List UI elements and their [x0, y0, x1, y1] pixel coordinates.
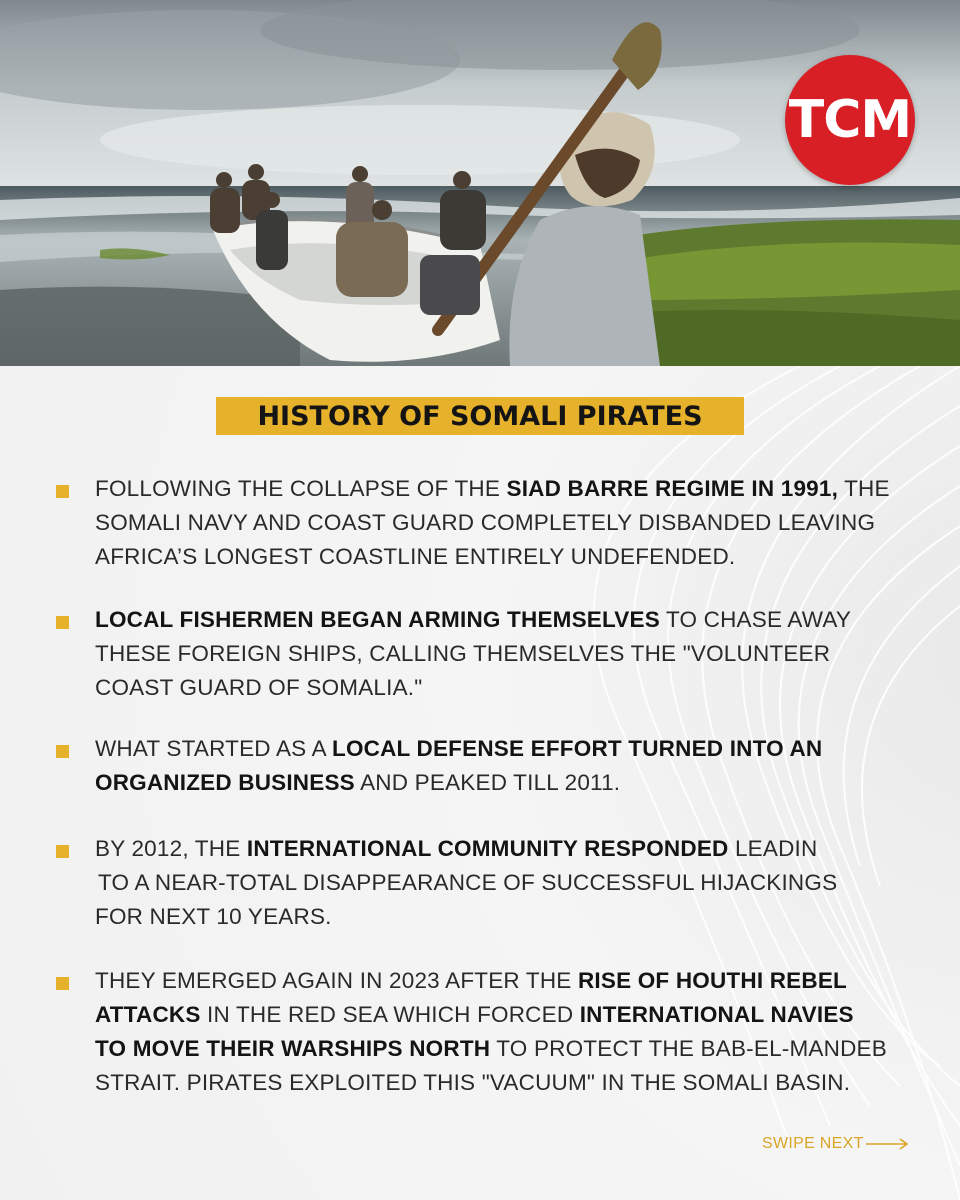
hero-photo [0, 0, 960, 366]
hero-photo-illustration [0, 0, 960, 366]
page-title: HISTORY OF SOMALI PIRATES [257, 400, 703, 432]
square-bullet-icon [56, 485, 69, 498]
brand-logo-text: TCM [788, 90, 912, 150]
square-bullet-icon [56, 616, 69, 629]
list-item: FOLLOWING THE COLLAPSE OF THE SIAD BARRE REGIME IN 1991, THE SOMALI NAVY AND COAST GUARD COMPLETELY DISBANDED LEAVING AFRICA’S LONGEST COASTLINE ENTIRELY UNDEFENDED. [95, 476, 890, 569]
square-bullet-icon [56, 845, 69, 858]
brand-logo [785, 55, 915, 185]
list-item: WHAT STARTED AS A LOCAL DEFENSE EFFORT TURNED INTO AN ORGANIZED BUSINESS AND PEAKED TILL 2011. [95, 736, 823, 795]
list-item: LOCAL FISHERMEN BEGAN ARMING THEMSELVES TO CHASE AWAY THESE FOREIGN SHIPS, CALLING THEMSELVES THE "VOLUNTEER COAST GUARD OF SOMALIA." [95, 607, 852, 700]
arrow-right-icon [866, 1138, 910, 1150]
title-banner [216, 397, 744, 435]
list-item: THEY EMERGED AGAIN IN 2023 AFTER THE RISE OF HOUTHI REBEL ATTACKS IN THE RED SEA WHICH FORCED INTERNATIONAL NAVIES TO MOVE THEIR WARSHIPS NORTH TO PROTECT THE BAB-EL-MANDEB STRAIT. PIRATES EXPLOITED THIS "VACUUM" IN THE SOMALI BASIN. [95, 968, 887, 1095]
square-bullet-icon [56, 745, 69, 758]
swipe-next-label: SWIPE NEXT [762, 1135, 864, 1152]
square-bullet-icon [56, 977, 69, 990]
content-panel [0, 366, 960, 1200]
swipe-next-button[interactable] [762, 1135, 910, 1153]
list-item: BY 2012, THE INTERNATIONAL COMMUNITY RESPONDED LEADIN TO A NEAR-TOTAL DISAPPEARANCE OF SUCCESSFUL HIJACKINGS FOR NEXT 10 YEARS. [95, 836, 838, 929]
